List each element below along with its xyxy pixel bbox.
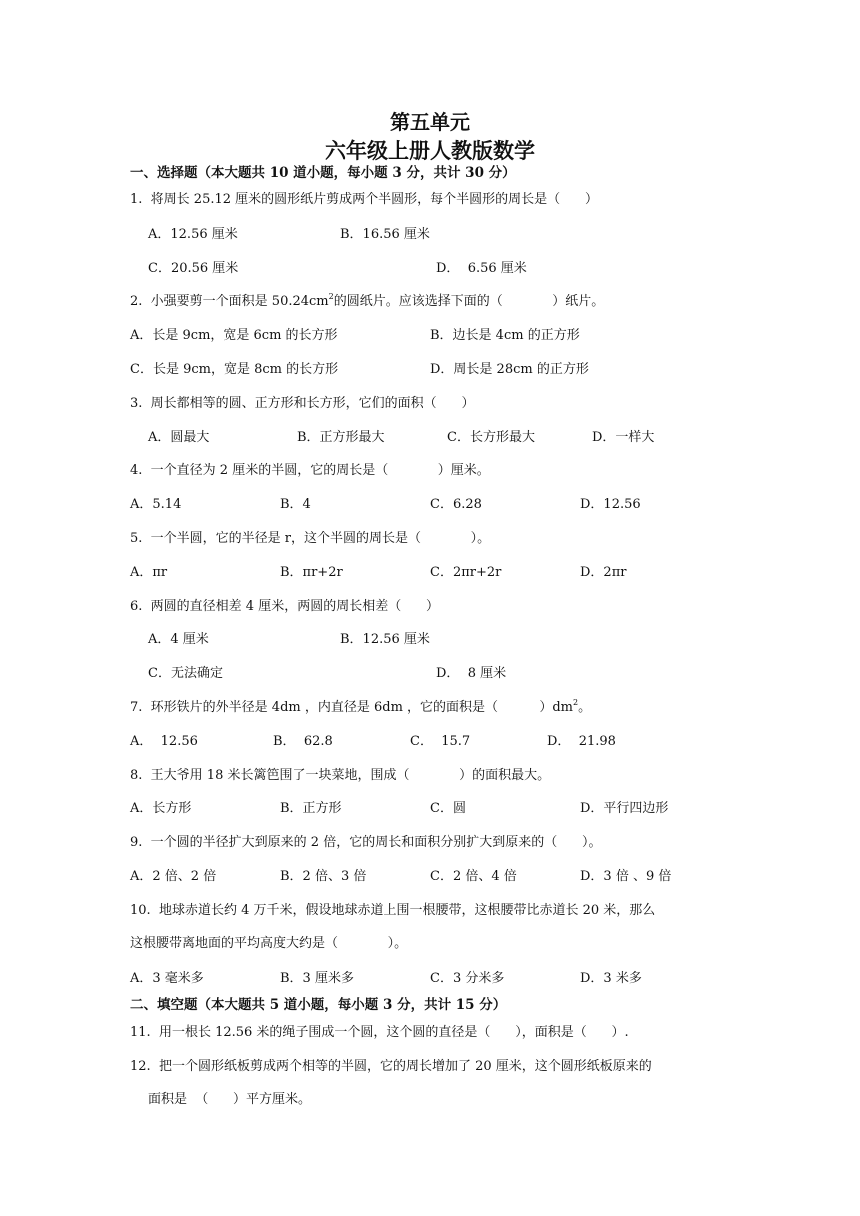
question-10-option-c: C．3 分米多	[430, 971, 505, 986]
question-8-option-b: B．正方形	[280, 801, 342, 816]
question-10-stem-line-2: 这根腰带离地面的平均高度大约是（ ）。	[130, 936, 408, 951]
question-1-option-b: B．16.56 厘米	[340, 227, 430, 242]
section-heading-fill-in: 二、填空题（本大题共 5 道小题，每小题 3 分，共计 15 分）	[130, 997, 507, 1013]
question-7-stem-text-end: 。	[578, 700, 592, 715]
question-1-option-d: D． 6.56 厘米	[436, 261, 527, 276]
page-title: 第五单元	[390, 110, 470, 134]
question-2-stem-text-end: 的圆纸片。应该选择下面的（ ）纸片。	[333, 294, 605, 309]
question-4-option-b: B．4	[280, 497, 311, 512]
question-1-stem: 1. 将周长 25.12 厘米的圆形纸片剪成两个半圆形，每个半圆形的周长是（ ）	[130, 192, 598, 207]
question-6-stem: 6. 两圆的直径相差 4 厘米，两圆的周长相差（ ）	[130, 599, 439, 614]
question-6-option-b: B．12.56 厘米	[340, 632, 430, 647]
question-2-stem-text: 2. 小强要剪一个面积是 50.24cm	[130, 294, 329, 309]
question-5-stem: 5. 一个半圆，它的半径是 r，这个半圆的周长是（ ）。	[130, 531, 491, 546]
question-8-option-c: C．圆	[430, 801, 466, 816]
question-5-option-a: A．πr	[130, 565, 168, 580]
question-4-option-d: D．12.56	[580, 497, 641, 512]
question-7-option-d: D． 21.98	[547, 734, 616, 749]
question-2-option-b: B．边长是 4cm 的正方形	[430, 328, 580, 343]
question-11-stem: 11. 用一根长 12.56 米的绳子围成一个圆，这个圆的直径是（ ），面积是（ ）.	[130, 1025, 629, 1040]
question-2-option-a: A．长是 9cm，宽是 6cm 的长方形	[130, 328, 338, 343]
question-7-option-a: A． 12.56	[130, 734, 198, 749]
question-12-stem-line-2: 面积是 （ ）平方厘米。	[148, 1092, 312, 1107]
question-8-option-d: D．平行四边形	[580, 801, 669, 816]
question-2-option-d: D．周长是 28cm 的正方形	[430, 362, 589, 377]
question-8-option-a: A．长方形	[130, 801, 192, 816]
question-10-stem-line-1: 10. 地球赤道长约 4 万千米，假设地球赤道上围一根腰带，这根腰带比赤道长 20 米，那么	[130, 903, 656, 918]
question-7-option-b: B． 62.8	[273, 734, 333, 749]
question-3-option-c: C．长方形最大	[447, 430, 535, 445]
question-3-option-a: A．圆最大	[148, 430, 210, 445]
question-6-option-d: D． 8 厘米	[436, 666, 507, 681]
question-9-stem: 9. 一个圆的半径扩大到原来的 2 倍，它的周长和面积分别扩大到原来的（ ）。	[130, 835, 602, 850]
superscript: 2	[573, 698, 579, 707]
question-2-option-c: C．长是 9cm，宽是 8cm 的长方形	[130, 362, 339, 377]
question-4-stem: 4. 一个直径为 2 厘米的半圆，它的周长是（ ）厘米。	[130, 463, 490, 478]
question-10-option-b: B．3 厘米多	[280, 971, 354, 986]
question-4-option-c: C．6.28	[430, 497, 482, 512]
page-subtitle: 六年级上册人教版数学	[325, 138, 535, 163]
question-9-option-c: C．2 倍、4 倍	[430, 869, 517, 884]
question-10-option-a: A．3 毫米多	[130, 971, 204, 986]
question-7-stem	[130, 699, 591, 717]
question-5-option-c: C．2πr+2r	[430, 565, 502, 580]
superscript: 2	[328, 292, 334, 301]
question-7-option-c: C． 15.7	[410, 734, 471, 749]
question-5-option-d: D．2πr	[580, 565, 627, 580]
question-3-option-d: D．一样大	[592, 430, 655, 445]
question-9-option-a: A．2 倍、2 倍	[130, 869, 217, 884]
question-6-option-a: A．4 厘米	[148, 632, 209, 647]
question-12-stem-line-1: 12. 把一个圆形纸板剪成两个相等的半圆，它的周长增加了 20 厘米，这个圆形纸板原来的	[130, 1059, 652, 1074]
question-5-option-b: B．πr+2r	[280, 565, 343, 580]
question-10-option-d: D．3 米多	[580, 971, 642, 986]
question-7-stem-text: 7. 环形铁片的外半径是 4dm ，内直径是 6dm ，它的面积是（ ）dm	[130, 700, 574, 715]
question-2-stem	[130, 293, 604, 311]
question-1-option-c: C．20.56 厘米	[148, 261, 239, 276]
question-8-stem: 8. 王大爷用 18 米长篱笆围了一块菜地，围成（ ）的面积最大。	[130, 768, 551, 783]
question-6-option-c: C．无法确定	[148, 666, 223, 681]
question-3-option-b: B．正方形最大	[297, 430, 385, 445]
question-3-stem: 3. 周长都相等的圆、正方形和长方形，它们的面积（ ）	[130, 396, 475, 411]
section-heading-choice: 一、选择题（本大题共 10 道小题，每小题 3 分，共计 30 分）	[130, 165, 516, 181]
question-9-option-d: D．3 倍 、9 倍	[580, 869, 672, 884]
question-1-option-a: A．12.56 厘米	[148, 227, 238, 242]
question-9-option-b: B．2 倍、3 倍	[280, 869, 367, 884]
question-4-option-a: A．5.14	[130, 497, 182, 512]
